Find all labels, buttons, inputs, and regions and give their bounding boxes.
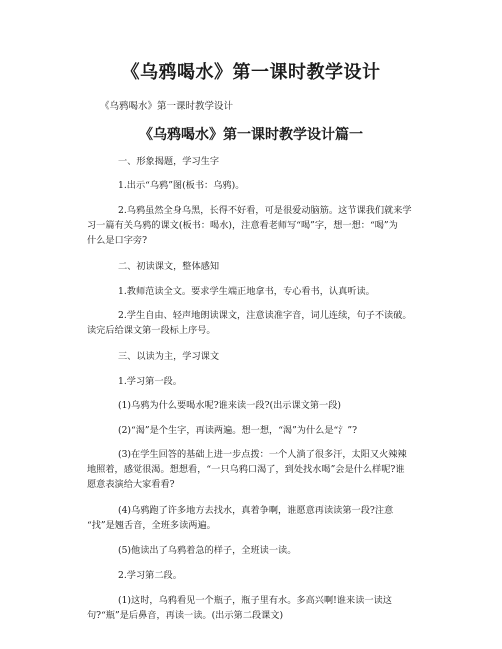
paragraph: [87, 568, 413, 583]
paragraph: [87, 543, 413, 558]
text-line: 2.学生自由、轻声地朗读课文，注意读准字音，词儿连续，句子不读破。: [118, 310, 412, 321]
text-line: (4)乌鸦跑了许多地方去找水，真着争啊，谁愿意再读读第一段?注意: [118, 505, 394, 516]
paragraph: [87, 349, 413, 364]
text-line: 1.教师范读全文。要求学生端正地拿书，专心看书，认真听读。: [118, 286, 375, 297]
document-subtitle: 《乌鸦喝水》第一课时教学设计: [100, 101, 234, 112]
paragraph: [87, 178, 413, 193]
document-title: 《乌鸦喝水》第一课时教学设计: [121, 62, 381, 83]
paragraph: [87, 203, 413, 248]
text-line: (3)在学生回答的基础上进一步点拨：一个人淌了很多汗，太阳又火辣辣: [118, 449, 407, 460]
text-line: 三、以读为主，学习课文: [118, 351, 220, 362]
text-line: 1.学习第一段。: [118, 376, 182, 387]
text-line: (2)“渴”是个生字，再读两遍。想一想，“渴”为什么是“氵”?: [118, 425, 358, 436]
text-line: 句?“瓶”是后鼻音，再读一读。(出示第二段课文): [87, 610, 284, 621]
text-line: 二、初读课文，整体感知: [118, 261, 220, 272]
text-line: 读完后给课文第一段标上序号。: [87, 325, 216, 336]
text-line: (1)乌鸦为什么要喝水呢?谁来读一段?(出示课文第一段): [118, 400, 341, 411]
paragraph: [87, 423, 413, 438]
text-line: 1.出示“乌鸦”图(板书：乌鸦)。: [118, 180, 245, 191]
paragraph: [87, 447, 413, 492]
text-line: 地照着，感觉很渴。想想看，“一只乌鸦口渴了，到处找水喝”会是什么样呢?谁: [87, 464, 405, 475]
text-line: (5)他读出了乌鸦着急的样子，全班读一读。: [118, 545, 297, 556]
paragraph: [87, 284, 413, 299]
paragraph: [87, 398, 413, 413]
text-line: 愿意表演给大家看看?: [87, 479, 175, 490]
text-line: “找”是翘舌音，全班多读两遍。: [87, 520, 216, 531]
paragraph: [87, 259, 413, 274]
section-heading: 《乌鸦喝水》第一课时教学设计篇一: [139, 127, 363, 143]
text-line: (1)这时，乌鸦看见一个瓶子，瓶子里有水。多高兴啊!谁来读一读这: [118, 595, 392, 606]
text-line: 什么是口字旁?: [87, 235, 148, 246]
text-line: 一、形象揭题，学习生字: [118, 156, 220, 167]
text-line: 2.学习第二段。: [118, 570, 182, 581]
text-line: 习一篇有关乌鸦的课文(板书：喝水)，注意看老师写“喝”字，想一想：“喝”为: [87, 220, 398, 231]
paragraph: [87, 503, 413, 533]
paragraph: [87, 593, 413, 623]
paragraph: [87, 308, 413, 338]
text-line: 2.乌鸦虽然全身乌黑，长得不好看，可是很爱动脑筋。这节课我们就来学: [118, 205, 412, 216]
paragraph: [87, 374, 413, 389]
paragraph: [87, 154, 413, 169]
